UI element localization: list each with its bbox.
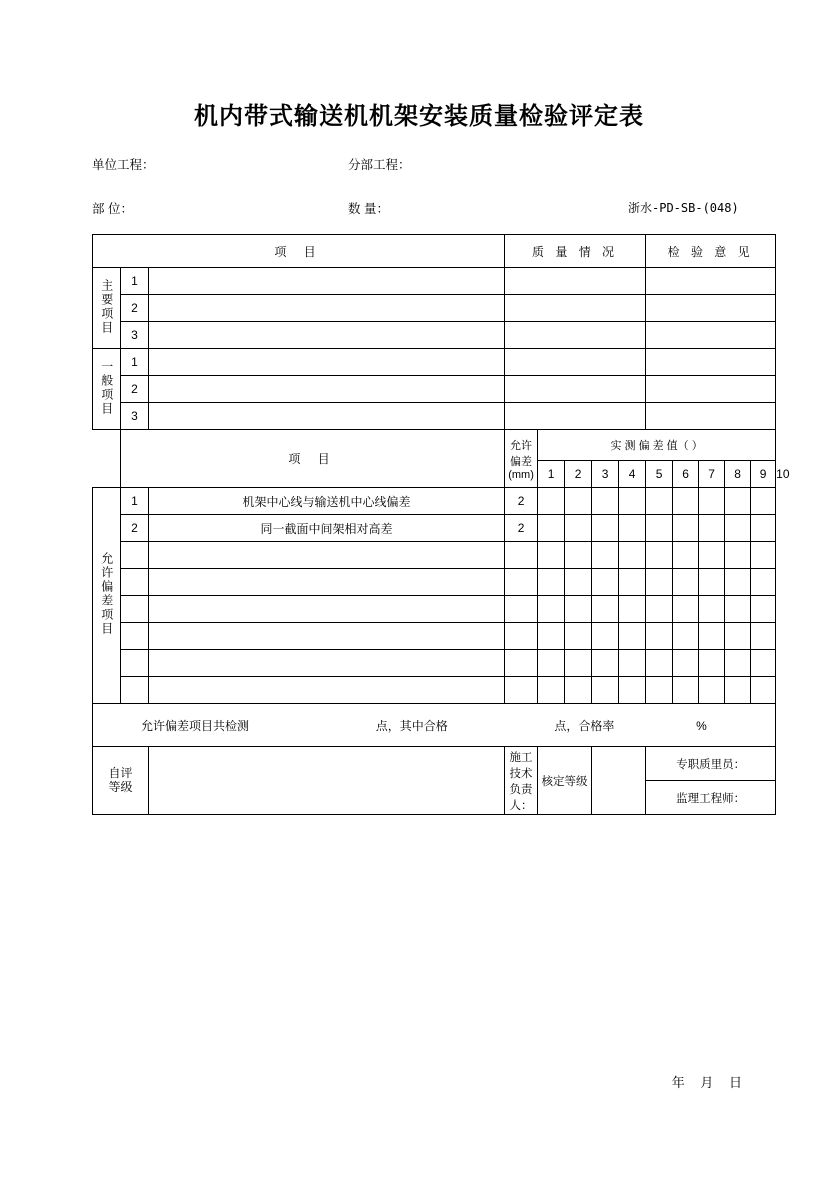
deviation-allow[interactable] [505,677,538,704]
main-item-quality-2[interactable] [505,295,646,322]
branch-project-label: 分部工程： [348,158,411,172]
deviation-measure-cell[interactable] [725,569,751,596]
deviation-measure-cell[interactable] [699,623,725,650]
deviation-measure-cell[interactable] [751,623,776,650]
deviation-allow: 2 [505,515,538,542]
deviation-col-item-header: 项 目 [288,452,337,466]
deviation-measure-cell[interactable] [673,515,699,542]
footer-date: 年 月 日 [671,1075,748,1090]
deviation-measure-cell[interactable] [725,596,751,623]
page-title: 机内带式输送机机架安装质量检验评定表 [194,102,644,130]
deviation-measure-cell[interactable] [725,515,751,542]
deviation-measure-cell[interactable] [751,569,776,596]
deviation-measure-cell[interactable] [646,596,673,623]
deviation-measure-cell[interactable] [592,650,619,677]
deviation-side-label-cell: 允许偏差项目 [93,488,121,704]
approved-rating-label: 核定等级 [538,747,592,815]
deviation-no[interactable] [121,677,149,704]
form-code: 浙水-PD-SB-(048) [628,201,739,215]
deviation-measure-cols-row: 1 2 3 4 5 6 7 8 9 10 [93,461,776,488]
deviation-measure-cell[interactable] [592,623,619,650]
deviation-measure-cell[interactable] [592,596,619,623]
summary-part4: % [696,718,707,733]
general-item-no-2: 2 [121,376,149,403]
summary-part3: 点，合格率 [554,718,615,733]
main-item-content-3[interactable] [149,322,505,349]
deviation-row [93,650,776,677]
deviation-col-allow-header: 允许偏差(mm) [508,439,534,481]
deviation-no: 2 [121,515,149,542]
deviation-measure-cell[interactable] [725,650,751,677]
main-item-row-1 [93,268,776,295]
deviation-measure-cell[interactable] [751,488,776,515]
measure-col-7: 7 [699,461,725,488]
deviation-measure-cell[interactable] [538,515,565,542]
deviation-measure-cell[interactable] [538,488,565,515]
deviation-measure-cell[interactable] [619,677,646,704]
main-item-row-2 [93,295,776,322]
deviation-measure-cell[interactable] [646,623,673,650]
deviation-row [93,515,776,542]
main-item-no-1: 1 [121,268,149,295]
general-item-quality-2[interactable] [505,376,646,403]
deviation-allow[interactable] [505,596,538,623]
deviation-measure-cell[interactable] [592,569,619,596]
deviation-measure-cell[interactable] [673,569,699,596]
deviation-measure-cell[interactable] [538,569,565,596]
deviation-header-row [93,430,776,461]
approved-rating-value[interactable] [592,747,646,815]
deviation-measure-cell[interactable] [565,515,592,542]
unit-project-label: 单位工程： [92,158,155,172]
summary-part2: 点，其中合格 [375,718,448,733]
deviation-measure-cell[interactable] [592,677,619,704]
deviation-measure-cell[interactable] [699,596,725,623]
deviation-measure-cell[interactable] [673,488,699,515]
summary-row [93,704,776,747]
deviation-allow[interactable] [505,569,538,596]
deviation-measure-cell[interactable] [673,650,699,677]
deviation-measure-cell[interactable] [592,542,619,569]
quality-officer-label: 专职质里员： [646,747,776,781]
deviation-measure-cell[interactable] [592,488,619,515]
deviation-measure-cell[interactable] [673,623,699,650]
main-item-content-1[interactable] [149,268,505,295]
deviation-measure-cell[interactable] [699,569,725,596]
deviation-row [93,677,776,704]
deviation-allow[interactable] [505,650,538,677]
main-item-row-3 [93,322,776,349]
deviation-no[interactable] [121,596,149,623]
measure-col-2: 2 [565,461,592,488]
deviation-name: 同一截面中间架相对高差 [149,515,505,542]
self-rating-value[interactable] [149,747,505,815]
main-item-content-2[interactable] [149,295,505,322]
deviation-measure-cell[interactable] [673,596,699,623]
deviation-name: 机架中心线与输送机中心线偏差 [149,488,505,515]
deviation-measure-cell[interactable] [565,569,592,596]
deviation-col-measured-header: 实 测 偏 差 值（ ） [610,440,703,452]
deviation-measure-cell[interactable] [538,650,565,677]
general-item-opinion-2[interactable] [646,376,776,403]
deviation-no[interactable] [121,650,149,677]
deviation-row [93,623,776,650]
deviation-measure-cell[interactable] [619,623,646,650]
deviation-name[interactable] [149,542,505,569]
deviation-measure-cell[interactable] [646,650,673,677]
deviation-measure-cell[interactable] [619,650,646,677]
deviation-measure-cell[interactable] [699,488,725,515]
deviation-row [93,542,776,569]
general-item-opinion-3[interactable] [646,403,776,430]
deviation-measure-cell[interactable] [699,650,725,677]
col-quality-header: 质 量 情 况 [532,244,619,259]
supervisor-label: 监理工程师： [646,781,776,815]
deviation-measure-cell[interactable] [725,542,751,569]
deviation-measure-cell[interactable] [699,515,725,542]
deviation-name[interactable] [149,623,505,650]
general-item-content-1[interactable] [149,349,505,376]
deviation-name[interactable] [149,596,505,623]
measure-col-9: 9 [751,461,776,488]
deviation-measure-cell[interactable] [699,542,725,569]
measure-col-1: 1 [538,461,565,488]
general-items-label-cell: 一般项目 [93,349,121,430]
deviation-measure-cell[interactable] [565,596,592,623]
inspection-table [92,234,790,815]
deviation-measure-cell[interactable] [619,596,646,623]
deviation-measure-cell[interactable] [619,488,646,515]
deviation-measure-cell[interactable] [565,488,592,515]
deviation-measure-cell[interactable] [751,596,776,623]
general-item-quality-3[interactable] [505,403,646,430]
general-item-quality-1[interactable] [505,349,646,376]
deviation-row [93,596,776,623]
main-item-opinion-3[interactable] [646,322,776,349]
deviation-measure-cell[interactable] [751,515,776,542]
deviation-measure-cell[interactable] [646,488,673,515]
deviation-no[interactable] [121,542,149,569]
table-header-row [93,235,776,268]
deviation-allow: 2 [505,488,538,515]
measure-col-4: 4 [619,461,646,488]
deviation-measure-cell[interactable] [538,542,565,569]
deviation-allow[interactable] [505,542,538,569]
deviation-measure-cell[interactable] [751,677,776,704]
deviation-measure-cell[interactable] [619,515,646,542]
deviation-name[interactable] [149,569,505,596]
deviation-allow[interactable] [505,623,538,650]
general-item-opinion-1[interactable] [646,349,776,376]
deviation-no[interactable] [121,569,149,596]
general-item-no-1: 1 [121,349,149,376]
col-opinion-header: 检 验 意 见 [667,244,754,259]
deviation-name[interactable] [149,650,505,677]
general-item-row-2 [93,376,776,403]
deviation-measure-cell[interactable] [538,596,565,623]
measure-col-6: 6 [673,461,699,488]
deviation-measure-cell[interactable] [751,542,776,569]
deviation-measure-cell[interactable] [646,515,673,542]
deviation-measure-cell[interactable] [646,542,673,569]
main-item-opinion-2[interactable] [646,295,776,322]
position-label: 部 位： [92,202,133,216]
deviation-measure-cell[interactable] [673,677,699,704]
deviation-row [93,569,776,596]
deviation-measure-cell[interactable] [619,542,646,569]
deviation-measure-cell[interactable] [565,677,592,704]
deviation-measure-cell[interactable] [592,515,619,542]
self-rating-label: 自评 等级 [108,765,133,794]
deviation-no[interactable] [121,623,149,650]
deviation-name[interactable] [149,677,505,704]
tech-leader-label: 施工技术负责人： [505,747,538,815]
general-item-row-3 [93,403,776,430]
deviation-measure-cell[interactable] [565,623,592,650]
general-item-content-3[interactable] [149,403,505,430]
deviation-measure-cell[interactable] [538,677,565,704]
deviation-measure-cell[interactable] [751,650,776,677]
signature-row-1 [93,747,776,781]
deviation-no: 1 [121,488,149,515]
deviation-measure-cell[interactable] [699,677,725,704]
quantity-label: 数 量： [348,202,389,216]
general-item-row-1 [93,349,776,376]
general-item-no-3: 3 [121,403,149,430]
deviation-measure-cell[interactable] [725,677,751,704]
measure-col-5: 5 [646,461,673,488]
main-item-quality-1[interactable] [505,268,646,295]
deviation-measure-cell[interactable] [646,677,673,704]
deviation-measure-cell[interactable] [673,542,699,569]
measure-col-3: 3 [592,461,619,488]
deviation-measure-cell[interactable] [565,542,592,569]
deviation-measure-cell[interactable] [725,488,751,515]
summary-part1: 允许偏差项目共检测 [141,718,250,733]
main-items-label-cell: 主要项目 [93,268,121,349]
deviation-measure-cell[interactable] [538,623,565,650]
col-item-header: 项 目 [274,244,323,259]
deviation-measure-cell[interactable] [565,650,592,677]
main-item-opinion-1[interactable] [646,268,776,295]
deviation-measure-cell[interactable] [646,569,673,596]
deviation-row [93,488,776,515]
general-item-content-2[interactable] [149,376,505,403]
deviation-measure-cell[interactable] [619,569,646,596]
measure-col-8: 8 [725,461,751,488]
main-item-quality-3[interactable] [505,322,646,349]
main-item-no-2: 2 [121,295,149,322]
deviation-measure-cell[interactable] [725,623,751,650]
main-item-no-3: 3 [121,322,149,349]
